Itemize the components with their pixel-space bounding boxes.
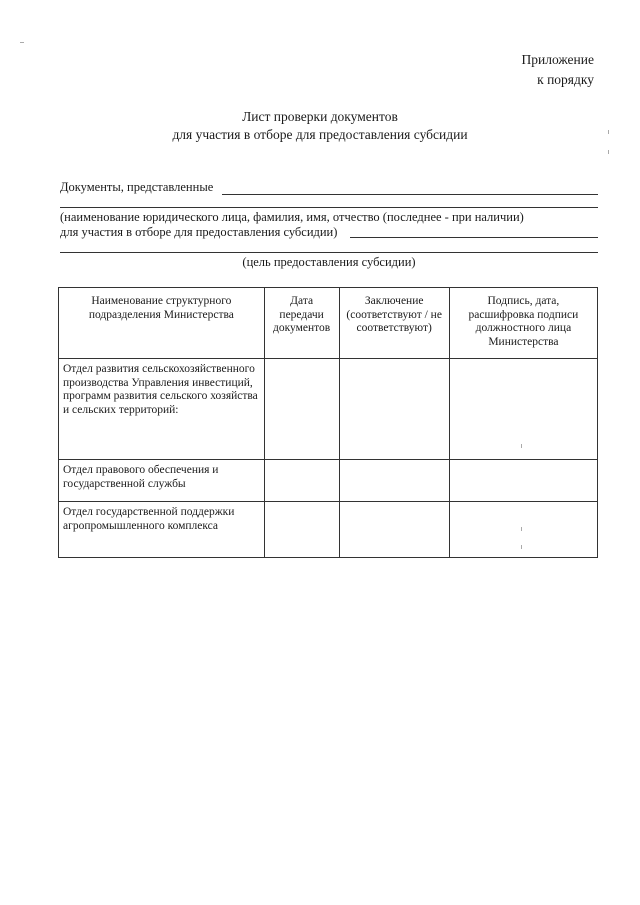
documents-fill-line[interactable] <box>222 194 598 195</box>
purpose-hint: (цель предоставления субсидии) <box>242 255 416 269</box>
applicant-hint: (наименование юридического лица, фамилия, имя, отчество (последнее - при наличии) <box>60 210 524 224</box>
signature-cell[interactable] <box>449 359 597 460</box>
table-row <box>59 359 598 460</box>
header-conclusion: Заключение (соответствуют / не соответствуют) <box>339 288 449 359</box>
scan-speck <box>521 545 522 549</box>
scan-speck <box>521 527 522 531</box>
department-cell: Отдел правового обеспечения и государственной службы <box>59 460 265 502</box>
participation-fill-line[interactable] <box>350 237 598 238</box>
header-transfer-date: Дата передачи документов <box>264 288 339 359</box>
transfer-date-cell[interactable] <box>264 460 339 502</box>
document-title <box>0 108 640 144</box>
table-row <box>59 502 598 558</box>
scan-speck <box>521 444 522 448</box>
scan-speck <box>608 150 609 154</box>
applicant-fill-line[interactable] <box>60 207 598 208</box>
department-cell: Отдел развития сельскохозяйственного производства Управления инвестиций, программ развития сельского хозяйства и сельских территорий: <box>59 359 265 460</box>
scan-speck <box>20 42 24 43</box>
header-signature: Подпись, дата, расшифровка подписи должностного лица Министерства <box>449 288 597 359</box>
header-department: Наименование структурного подразделения Министерства <box>59 288 265 359</box>
verification-table <box>58 287 598 558</box>
department-cell: Отдел государственной поддержки агропромышленного комплекса <box>59 502 265 558</box>
appendix-header <box>522 50 594 90</box>
participation-label: для участия в отборе для предоставления субсидии) <box>60 225 338 239</box>
appendix-line-2: к порядку <box>537 72 594 87</box>
conclusion-cell[interactable] <box>339 502 449 558</box>
table-row <box>59 460 598 502</box>
title-line-2: для участия в отборе для предоставления субсидии <box>172 127 468 142</box>
appendix-line-1: Приложение <box>521 52 594 67</box>
transfer-date-cell[interactable] <box>264 359 339 460</box>
scan-speck <box>608 130 609 134</box>
signature-cell[interactable] <box>449 502 597 558</box>
purpose-fill-line[interactable] <box>60 252 598 253</box>
conclusion-cell[interactable] <box>339 359 449 460</box>
documents-label: Документы, представленные <box>60 180 214 194</box>
title-line-1: Лист проверки документов <box>242 109 398 124</box>
conclusion-cell[interactable] <box>339 460 449 502</box>
table-header-row <box>59 288 598 359</box>
signature-cell[interactable] <box>449 460 597 502</box>
transfer-date-cell[interactable] <box>264 502 339 558</box>
